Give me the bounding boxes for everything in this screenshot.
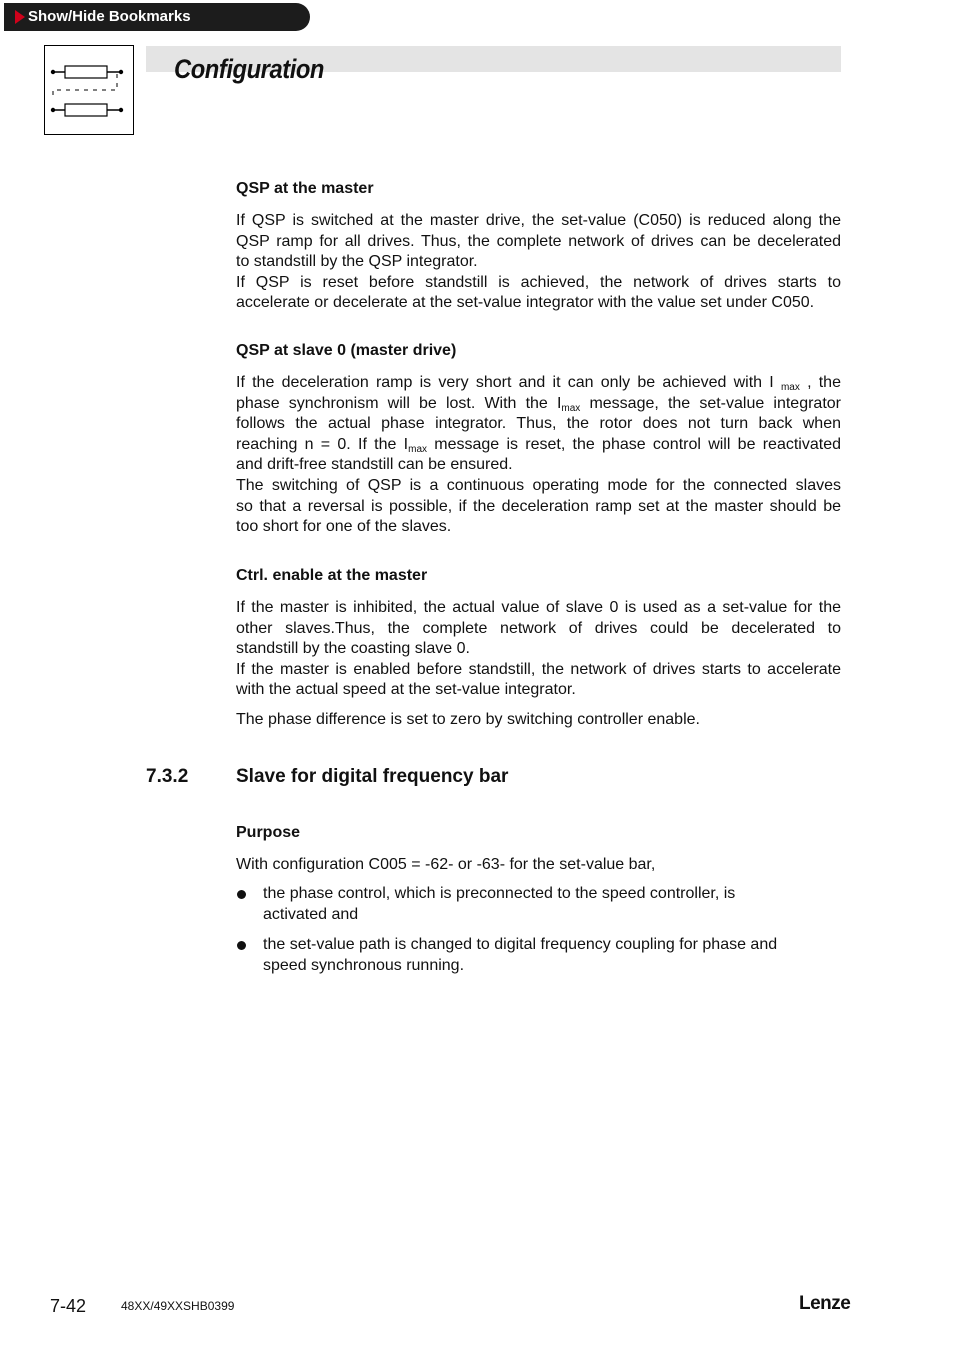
show-hide-bookmarks-button[interactable] <box>4 3 310 31</box>
text-line: If the deceleration ramp is very short and it can only be achieved with I $_{max}$ , the <box>236 374 841 393</box>
text-line: to standstill by the QSP integrator. <box>236 253 478 271</box>
text-line: and drift-free standstill can be ensured. <box>236 456 513 474</box>
ctrl-enable-heading: Ctrl. enable at the master <box>236 567 428 584</box>
text-line: the set-value path is changed to digital frequency coupling for phase and <box>263 936 778 953</box>
bullet-item <box>263 884 841 925</box>
text-line: The phase difference is set to zero by switching controller enable. <box>236 711 700 728</box>
ctrl-enable-note <box>236 710 841 731</box>
text-line: speed synchronous running. <box>263 956 465 974</box>
page-title: Configuration <box>174 54 325 84</box>
text-line: QSP ramp for all drives. Thus, the complete network of drives can be decelerated <box>236 232 841 250</box>
qsp-master-heading: QSP at the master <box>236 180 374 197</box>
brand-logo: Lenze <box>799 1293 851 1314</box>
purpose-intro <box>236 855 841 876</box>
text-line: With configuration C005 = -62- or -63- for the set-value bar, <box>236 856 656 873</box>
configuration-diagram-icon <box>44 45 134 135</box>
section-number: 7.3.2 <box>146 766 189 787</box>
text-line: If the master is enabled before standstill, the network of drives starts to accelerate <box>236 660 841 678</box>
purpose-heading: Purpose <box>236 824 301 841</box>
bullet-icon <box>237 890 246 899</box>
bookmark-tab-label: Show/Hide Bookmarks <box>28 8 191 25</box>
text-line: with the actual speed at the set-value integrator. <box>236 681 576 699</box>
bullet-item <box>263 935 841 976</box>
text-line: the phase control, which is preconnected to the speed controller, is <box>263 885 736 902</box>
text-line: so that a reversal is possible, if the deceleration ramp set at the master should be <box>236 497 841 515</box>
triangle-right-icon <box>15 10 25 24</box>
text-line: too short for one of the slaves. <box>236 518 452 536</box>
text-line: accelerate or decelerate at the set-value integrator with the value set under C050. <box>236 294 815 312</box>
text-line: If QSP is reset before standstill is achieved, the network of drives starts to <box>236 273 841 291</box>
text-line: standstill by the coasting slave 0. <box>236 640 470 658</box>
qsp-slave0-paragraph <box>236 373 841 538</box>
section-title: Slave for digital frequency bar <box>236 766 509 787</box>
document-code: 48XX/49XXSHB0399 <box>121 1299 235 1313</box>
text-line: follows the actual phase integrator. Thus, the rotor does not turn back when <box>236 415 841 433</box>
text-line: reaching n = 0. If the $I_{max}$ message is reset, the phase control will be reactivated <box>236 435 841 455</box>
ctrl-enable-paragraph <box>236 598 841 701</box>
text-line: other slaves.Thus, the complete network of drives could be decelerated to <box>236 619 841 637</box>
text-line: phase synchronism will be lost. With the $I_{max}$ message, the set-value integrator <box>236 394 841 414</box>
bullet-icon <box>237 941 246 950</box>
qsp-master-paragraph <box>236 211 841 314</box>
qsp-slave0-heading: QSP at slave 0 (master drive) <box>236 342 457 359</box>
text-line: If the master is inhibited, the actual value of slave 0 is used as a set-value for the <box>236 599 841 616</box>
page-number: 7-42 <box>50 1296 87 1316</box>
text-line: If QSP is switched at the master drive, the set-value (C050) is reduced along the <box>236 212 841 229</box>
text-line: activated and <box>263 905 359 923</box>
text-line: The switching of QSP is a continuous operating mode for the connected slaves <box>236 476 841 494</box>
